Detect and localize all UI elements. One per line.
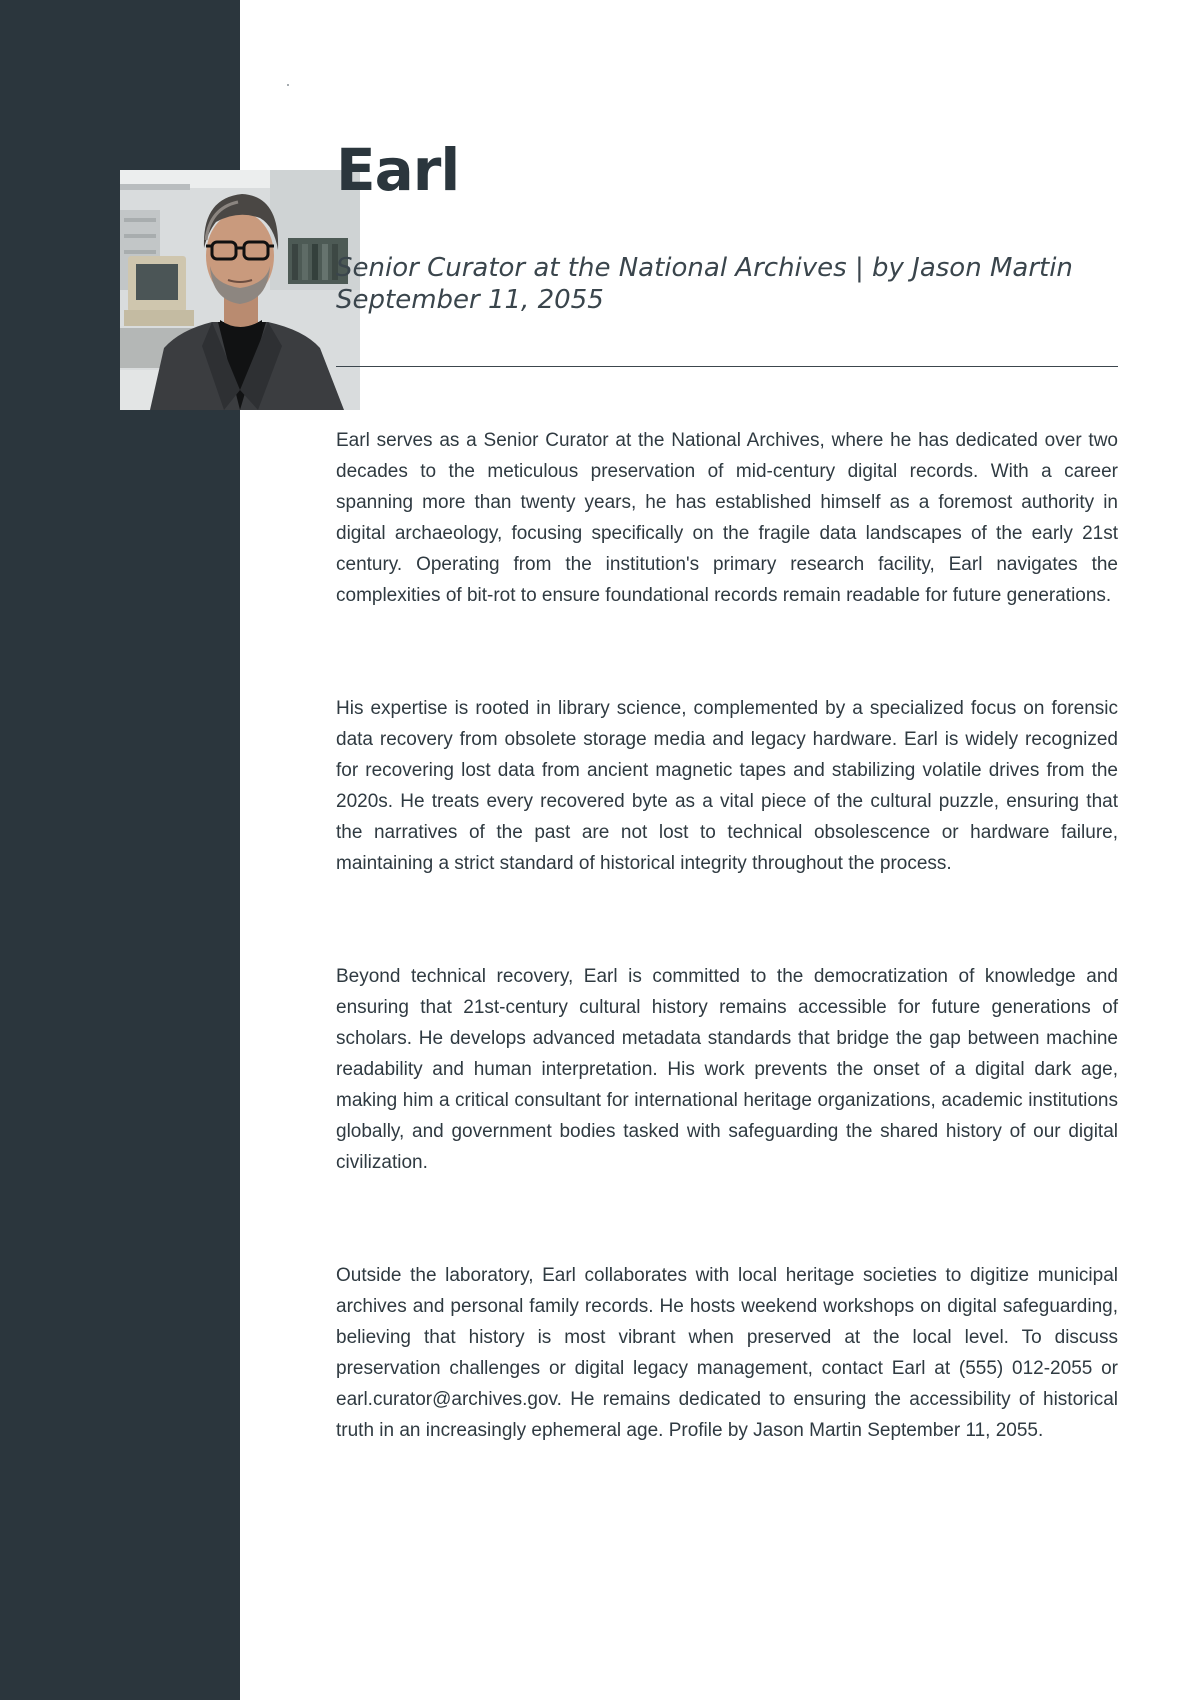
profile-photo (120, 170, 360, 410)
divider (336, 366, 1118, 367)
subtitle-role-author: Senior Curator at the National Archives | by Jason Martin (336, 253, 1073, 283)
decorative-dot (287, 84, 289, 86)
paragraph: Outside the laboratory, Earl collaborates with local heritage societies to digitize municipal archives and personal family records. He hosts weekend workshops on digital safeguarding, believing that history is most vibrant when preserved at the local level. To discuss preservation challenges or digital legacy management, contact Earl at (555) 012-2055 or earl.curator@archives.gov. He remains dedicated to ensuring the accessibility of historical truth in an increasingly ephemeral age. Profile by Jason Martin September 11, 2055. (336, 1265, 1118, 1441)
portrait-photo-icon (120, 170, 360, 410)
article-body (336, 425, 1118, 1528)
paragraph: Beyond technical recovery, Earl is committed to the democratization of knowledge and ensuring that 21st-century cultural history remains accessible for future generations of scholars. He develops advanced metadata standards that bridge the gap between machine readability and human interpretation. His work prevents the onset of a digital dark age, making him a critical consultant for international heritage organizations, academic institutions globally, and government bodies tasked with safeguarding the shared history of our digital civilization. (336, 966, 1118, 1173)
profile-subtitle (336, 252, 1126, 316)
paragraph: Earl serves as a Senior Curator at the National Archives, where he has dedicated over two decades to the meticulous preservation of mid-century digital records. With a career spanning more than twenty years, he has established himself as a foremost authority in digital archaeology, focusing specifically on the fragile data landscapes of the early 21st century. Operating from the institution's primary research facility, Earl navigates the complexities of bit-rot to ensure foundational records remain readable for future generations. (336, 430, 1118, 606)
subtitle-date: September 11, 2055 (336, 285, 604, 315)
paragraph: His expertise is rooted in library science, complemented by a specialized focus on forensic data recovery from obsolete storage media and legacy hardware. Earl is widely recognized for recovering lost data from ancient magnetic tapes and stabilizing volatile drives from the 2020s. He treats every recovered byte as a vital piece of the cultural puzzle, ensuring that the narratives of the past are not lost to technical obsolescence or hardware failure, maintaining a strict standard of historical integrity throughout the process. (336, 698, 1118, 874)
page-title: Earl (336, 136, 460, 204)
